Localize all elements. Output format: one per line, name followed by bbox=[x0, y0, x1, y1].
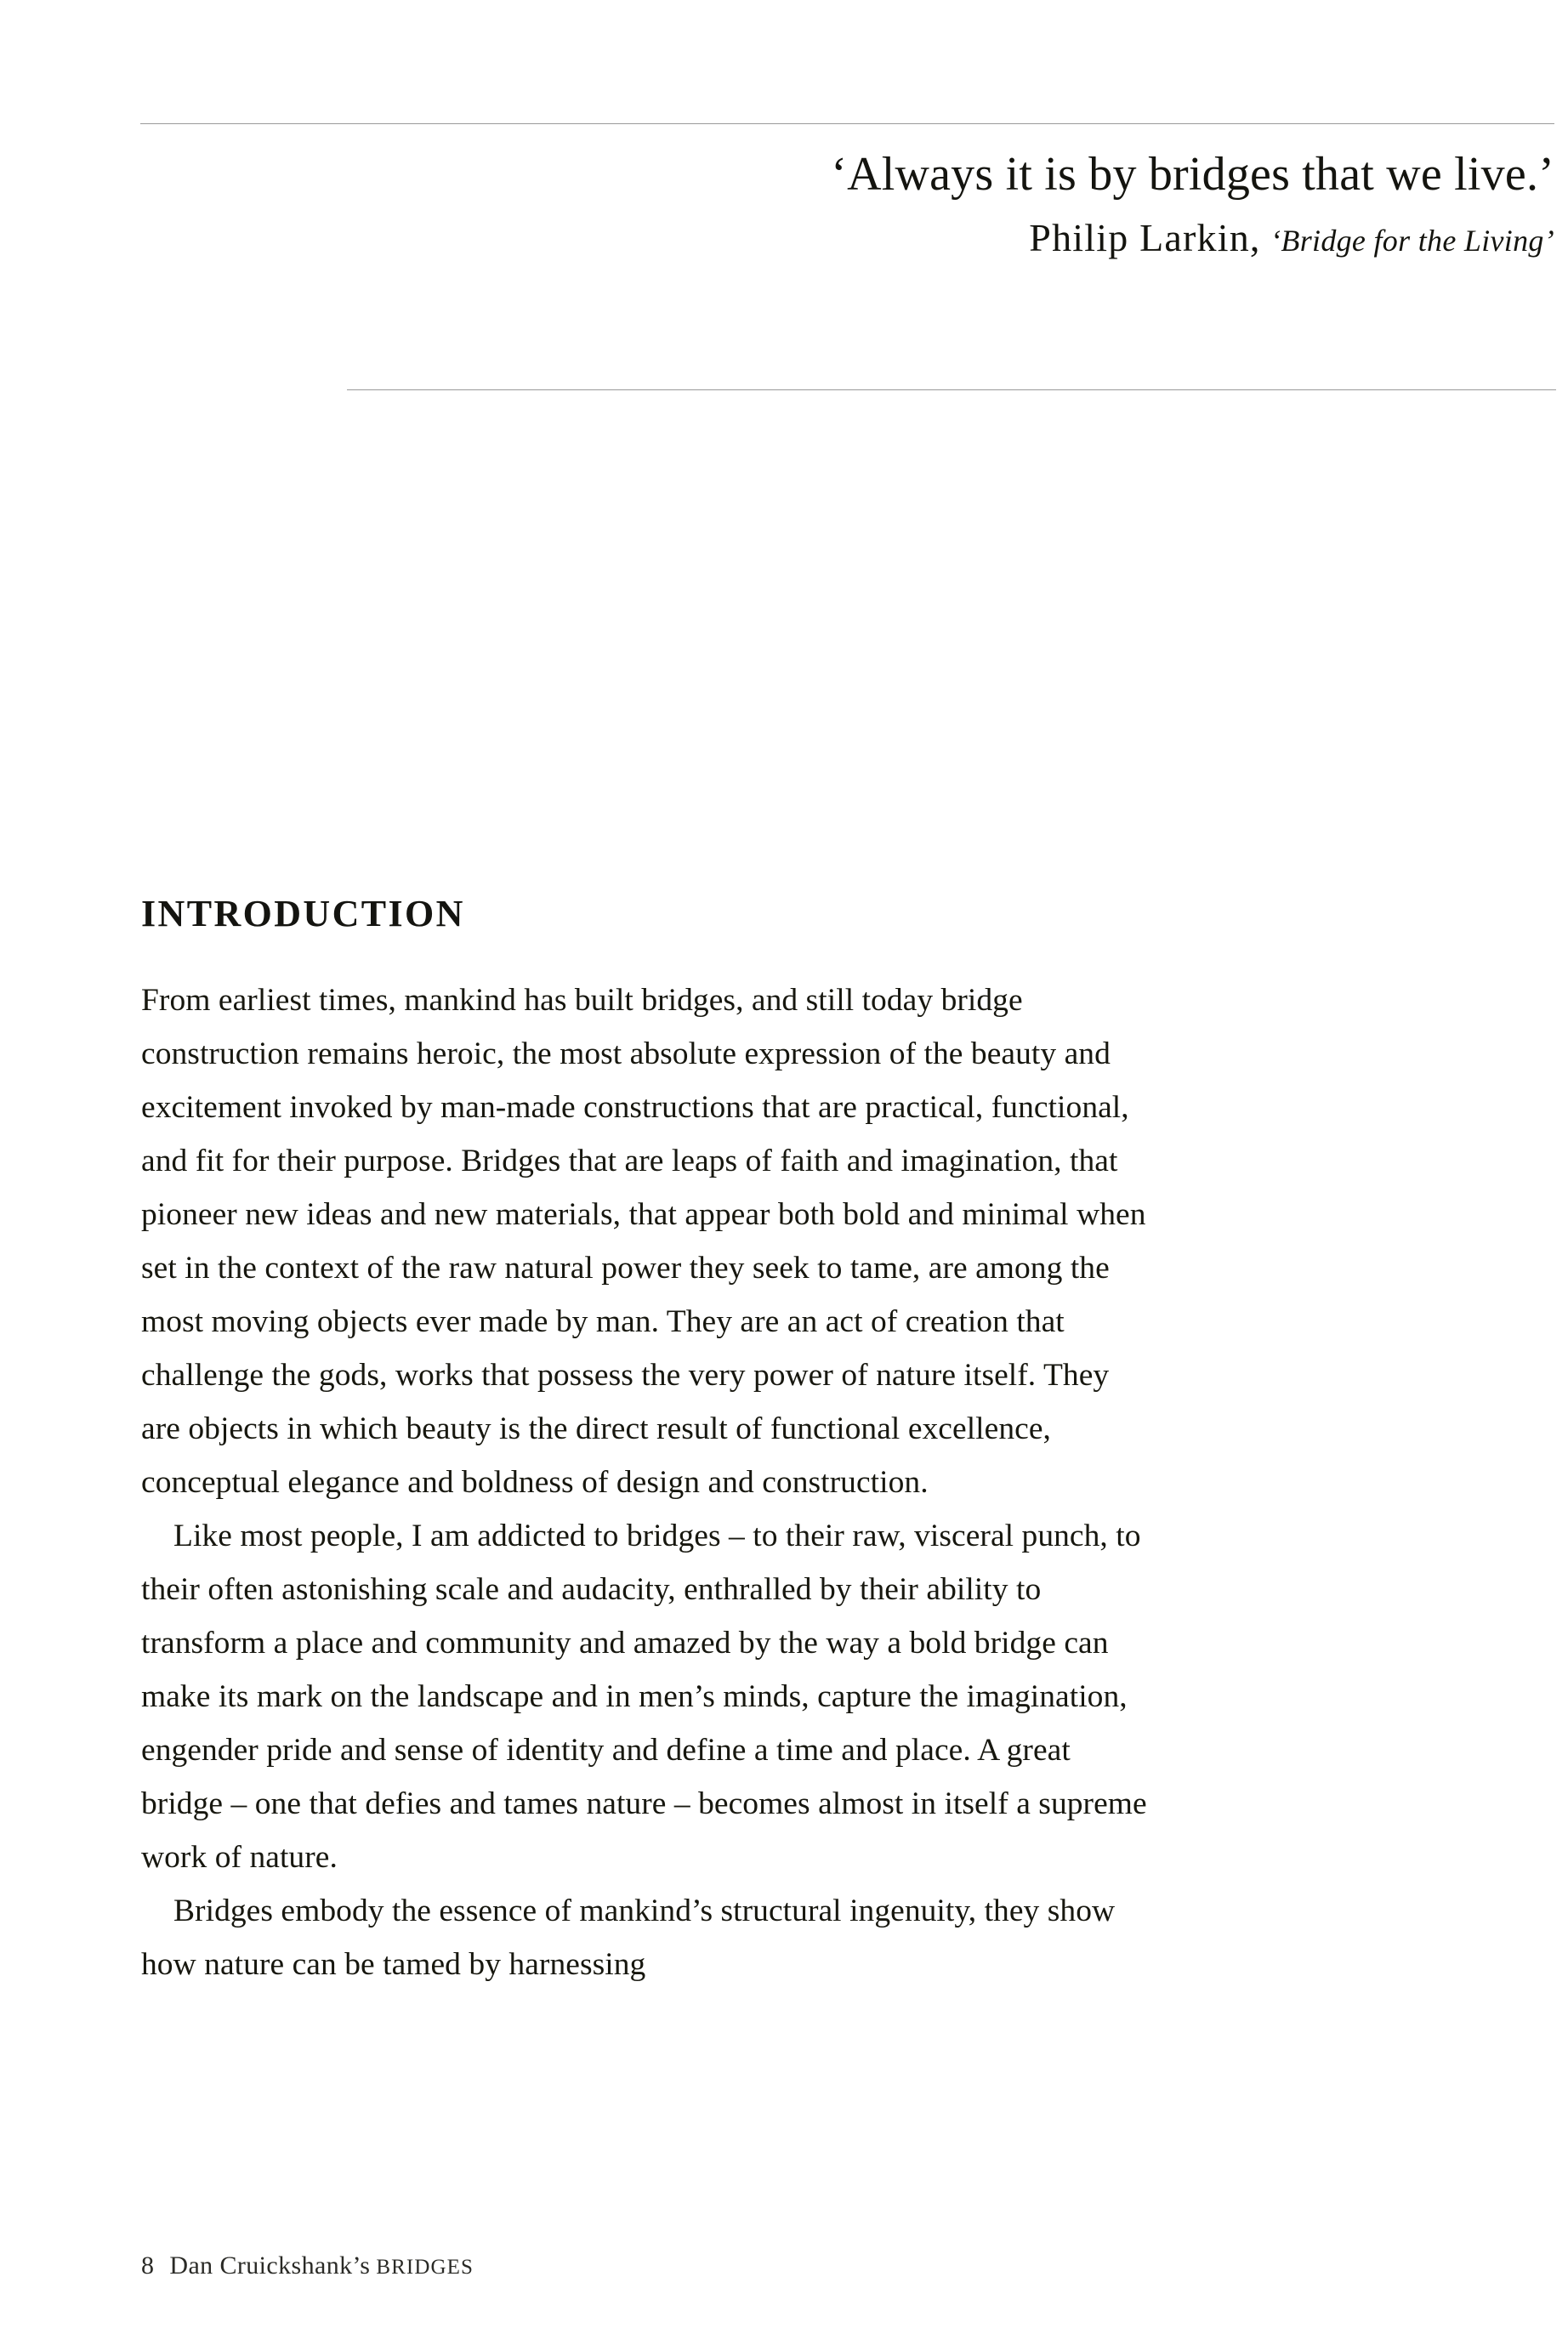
epigraph-quote-text: ‘Always it is by bridges that we live.’ bbox=[831, 148, 1554, 201]
epigraph-block bbox=[255, 146, 1554, 264]
body-paragraph-2: Like most people, I am addicted to bridges – to their raw, visceral punch, to their often astonishing scale and audacity, enthralled by their ability to transform a place and community and amazed by the way a bold bridge can make its mark on the landscape and in men’s minds, capture the imagination, engender pride and sense of identity and define a time and place. A great bridge – one that defies and tames nature – becomes almost in itself a supreme work of nature. bbox=[141, 1519, 1147, 1875]
epigraph-bottom-rule bbox=[347, 389, 1556, 390]
body-text-column bbox=[141, 974, 1153, 1991]
footer-author: Dan Cruickshank’s bbox=[169, 2251, 371, 2280]
body-paragraph-3: Bridges embody the essence of mankind’s structural ingenuity, they show how nature can be tamed by harnessing bbox=[141, 1894, 1116, 1982]
epigraph-author: Philip Larkin, bbox=[1029, 216, 1261, 260]
epigraph-source-title: ‘Bridge for the Living’ bbox=[1270, 224, 1554, 258]
body-paragraph-1: From earliest times, mankind has built bridges, and still today bridge construction remains heroic, the most absolute expression of the beauty and excitement invoked by man-made constructions that are practical, functional, and fit for their purpose. Bridges that are leaps of faith and imagination, that pioneer new ideas and new materials, that appear both bold and minimal when set in the context of the raw natural power they seek to tame, are among the most moving objects ever made by man. They are an act of creation that challenge the gods, works that possess the very power of nature itself. They are objects in which beauty is the direct result of functional excellence, conceptual elegance and boldness of design and construction. bbox=[141, 983, 1146, 1500]
epigraph-top-rule bbox=[140, 123, 1554, 124]
page-footer bbox=[141, 2251, 474, 2280]
epigraph-attribution bbox=[255, 213, 1554, 264]
footer-page-number: 8 bbox=[141, 2251, 155, 2280]
footer-book-title: BRIDGES bbox=[376, 2256, 474, 2279]
section-heading-introduction: INTRODUCTION bbox=[141, 893, 465, 935]
